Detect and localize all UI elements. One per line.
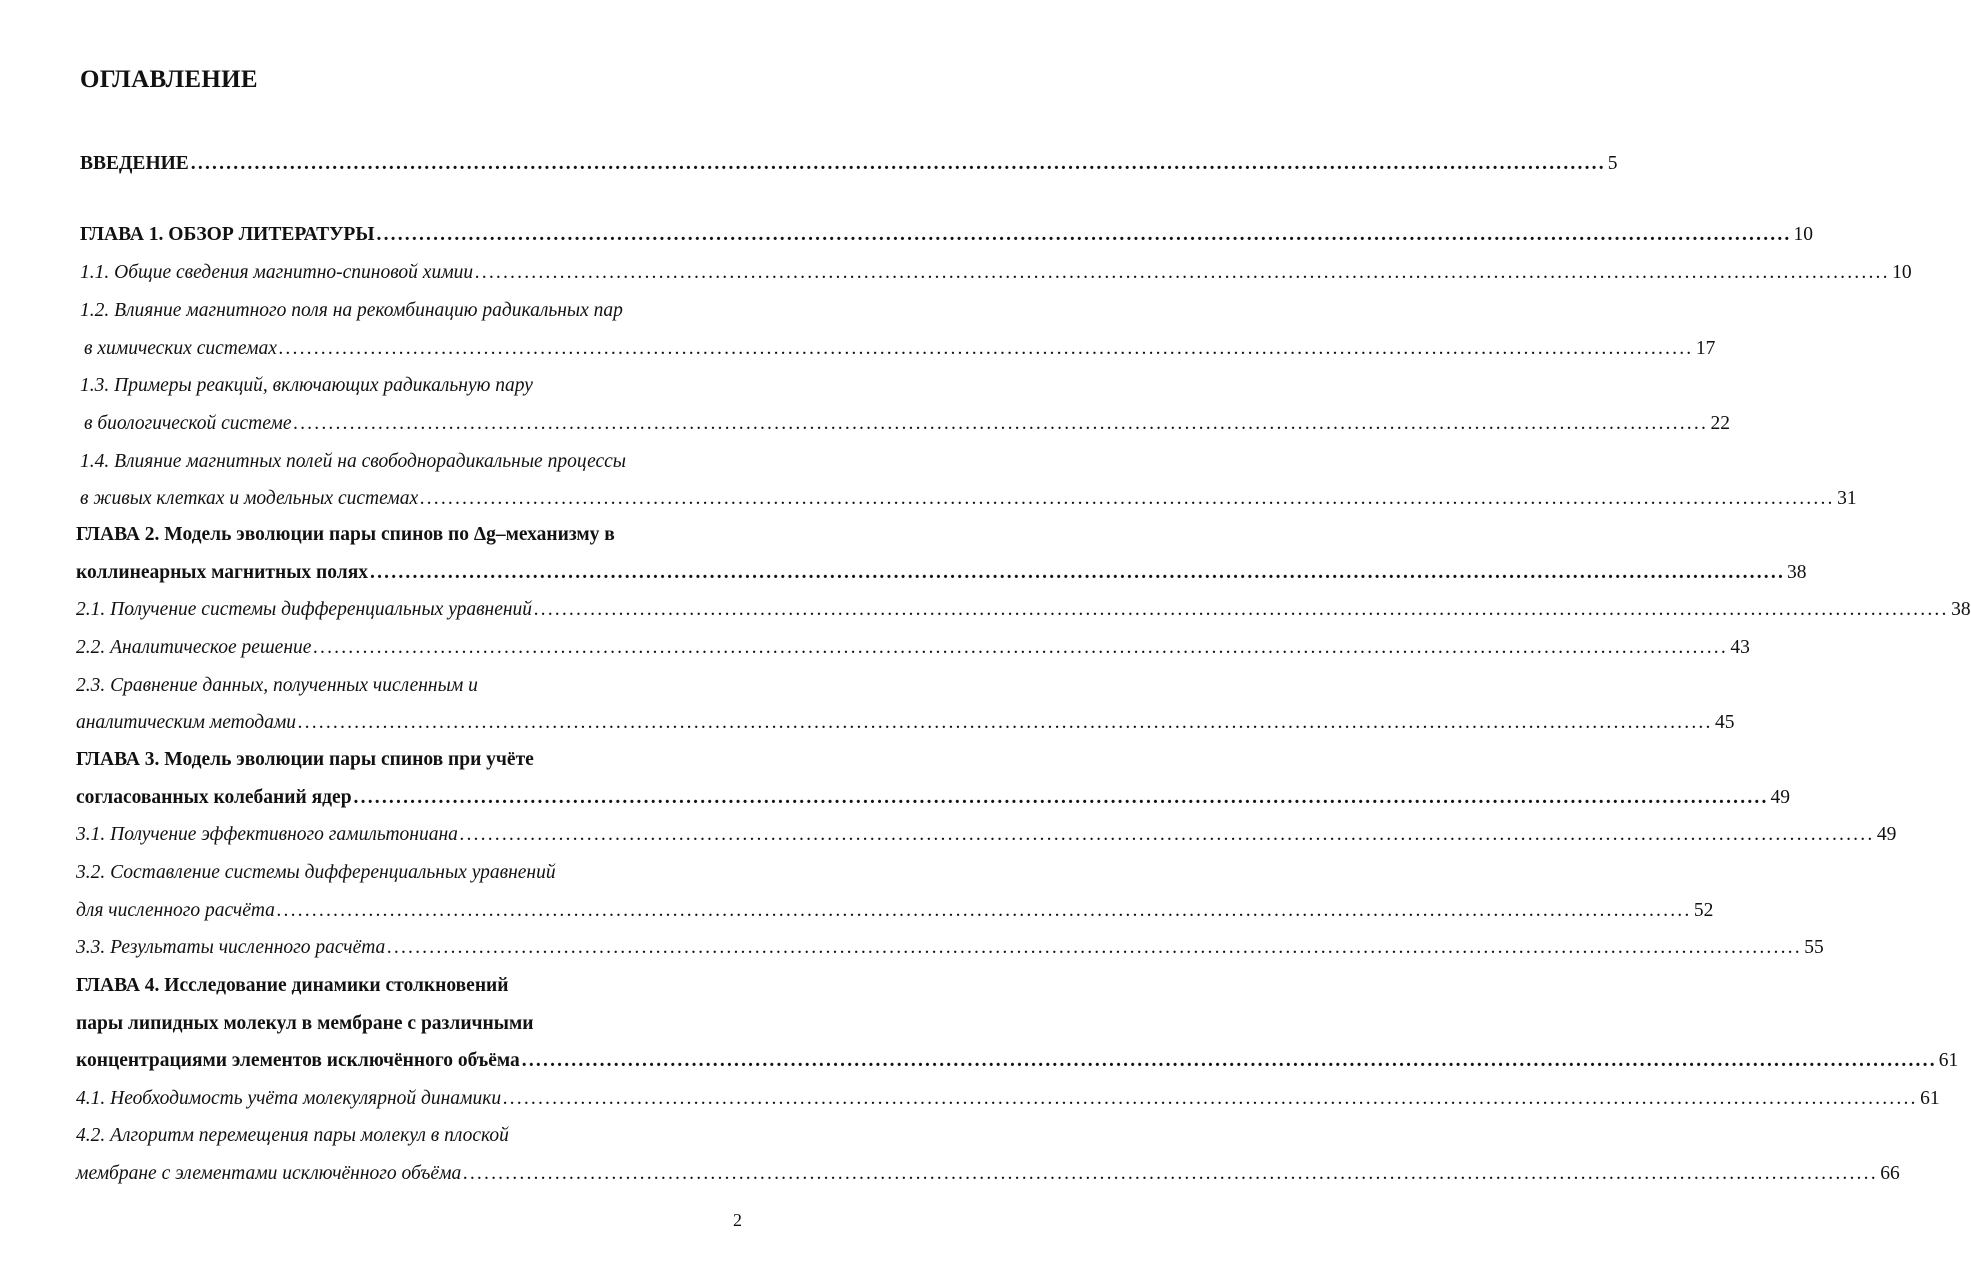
dot-leader: ........................................................................................................................................................................................................ (459, 824, 1875, 845)
toc-entry (76, 1085, 1940, 1113)
toc-entry-title: ГЛАВА 2. Модель эволюции пары спинов по Δg–механизму в (76, 524, 615, 545)
toc-entry-page: 10 (1892, 262, 1912, 283)
toc-entry-title: коллинеарных магнитных полях (76, 562, 369, 583)
dot-leader: ........................................................................................................................................................................................................ (420, 488, 1836, 509)
toc-entry-page: 31 (1837, 488, 1857, 509)
toc-entry (76, 634, 1750, 662)
toc-entry-page: 49 (1770, 787, 1791, 808)
toc-entry (80, 259, 1912, 287)
toc-entry (80, 372, 533, 400)
toc-entry-page: 45 (1715, 712, 1735, 733)
toc-entry-title: для численного расчёта (76, 900, 275, 921)
toc-entry-title: аналитическим методами (76, 712, 297, 733)
toc-entry (76, 709, 1735, 737)
toc-entry (76, 521, 615, 549)
toc-entry-title: 1.2. Влияние магнитного поля на рекомбинацию радикальных пар (80, 300, 623, 321)
toc-entry-title: ГЛАВА 3. Модель эволюции пары спинов при учёте (76, 749, 534, 770)
toc-entry (76, 972, 509, 1000)
toc-entry-title: ГЛАВА 1. ОБЗОР ЛИТЕРАТУРЫ (80, 224, 375, 245)
toc-entry-page: 38 (1787, 562, 1807, 583)
toc-entry (76, 1122, 509, 1150)
toc-entry (76, 897, 1714, 925)
toc-entry-page: 22 (1710, 413, 1731, 434)
toc-entry (76, 746, 534, 774)
toc-entry-title: 3.3. Результаты численного расчёта (76, 937, 386, 958)
toc-entry (80, 297, 623, 325)
toc-entry-title: 1.1. Общие сведения магнитно-спиновой химии (80, 262, 474, 283)
toc-entry-page: 17 (1695, 338, 1716, 359)
dot-leader: ........................................................................................................................................................................................................ (313, 637, 1729, 658)
dot-leader: ........................................................................................................................................................................................................ (463, 1163, 1879, 1184)
dot-leader: ........................................................................................................................................................................................................ (353, 787, 1769, 808)
dot-leader: ........................................................................................................................................................................................................ (370, 562, 1786, 583)
toc-entry (76, 596, 1971, 624)
dot-leader: ........................................................................................................................................................................................................ (387, 937, 1803, 958)
toc-entry-title: пары липидных молекул в мембране с различными (76, 1013, 534, 1034)
dot-leader: ........................................................................................................................................................................................................ (475, 262, 1891, 283)
toc-entry (76, 1160, 1900, 1188)
toc-entry-title: 3.2. Составление системы дифференциальных уравнений (76, 862, 556, 883)
toc-entry-page: 38 (1951, 599, 1971, 620)
toc-entry (80, 221, 1813, 249)
toc-entry-title: 4.1. Необходимость учёта молекулярной динамики (76, 1088, 502, 1109)
toc-entry (84, 335, 1716, 363)
toc-entry (76, 672, 478, 700)
toc-entry-title: в живых клетках и модельных системах (80, 488, 419, 509)
toc-entry (80, 150, 1618, 178)
toc-entry (76, 784, 1791, 812)
toc-entry (80, 485, 1857, 513)
toc-entry-page: 43 (1730, 637, 1750, 658)
toc-entry (76, 934, 1824, 962)
toc-entry-title: 2.1. Получение системы дифференциальных уравнений (76, 599, 533, 620)
dot-leader: ........................................................................................................................................................................................................ (521, 1050, 1937, 1071)
toc-entry-title: концентрациями элементов исключённого объёма (76, 1050, 520, 1071)
toc-entry-page: 61 (1920, 1088, 1940, 1109)
toc-entry-page: 61 (1938, 1050, 1959, 1071)
toc-entry-title: 1.3. Примеры реакций, включающих радикальную пару (80, 375, 533, 396)
dot-leader: ........................................................................................................................................................................................................ (276, 900, 1692, 921)
toc-entry (84, 410, 1731, 438)
page-number: 2 (733, 1210, 742, 1230)
toc-entry (76, 1010, 534, 1038)
toc-entry (76, 559, 1807, 587)
toc-entry-title: ВВЕДЕНИЕ (80, 153, 189, 174)
toc-entry (76, 821, 1897, 849)
toc-entry-title: согласованных колебаний ядер (76, 787, 352, 808)
dot-leader: ........................................................................................................................................................................................................ (293, 413, 1709, 434)
toc-entry-page: 10 (1793, 224, 1813, 245)
toc-entry-title: ГЛАВА 4. Исследование динамики столкновений (76, 975, 509, 996)
toc-entry-title: 3.1. Получение эффективного гамильтониана (76, 824, 458, 845)
page-title: ОГЛАВЛЕНИЕ (80, 66, 258, 93)
toc-entry-title: мембране с элементами исключённого объёма (76, 1163, 462, 1184)
dot-leader: ........................................................................................................................................................................................................ (190, 153, 1606, 174)
toc-entry (76, 859, 556, 887)
toc-entry-page: 49 (1876, 824, 1897, 845)
dot-leader: ........................................................................................................................................................................................................ (534, 599, 1950, 620)
toc-entry-title: в биологической системе (84, 413, 292, 434)
toc-entry-title: 1.4. Влияние магнитных полей на свободнорадикальные процессы (80, 451, 626, 472)
toc-entry-page: 66 (1880, 1163, 1900, 1184)
toc-entry-page: 5 (1607, 153, 1618, 174)
toc-entry-title: 2.3. Сравнение данных, полученных численным и (76, 675, 478, 696)
toc-entry-page: 55 (1804, 937, 1824, 958)
dot-leader: ........................................................................................................................................................................................................ (298, 712, 1714, 733)
toc-entry (76, 1047, 1959, 1075)
toc-entry-page: 52 (1693, 900, 1714, 921)
toc-entry-title: 2.2. Аналитическое решение (76, 637, 312, 658)
toc-entry (80, 448, 626, 476)
dot-leader: ........................................................................................................................................................................................................ (376, 224, 1792, 245)
dot-leader: ........................................................................................................................................................................................................ (503, 1088, 1919, 1109)
toc-entry-title: в химических системах (84, 338, 277, 359)
dot-leader: ........................................................................................................................................................................................................ (278, 338, 1694, 359)
toc-entry-title: 4.2. Алгоритм перемещения пары молекул в плоской (76, 1125, 509, 1146)
